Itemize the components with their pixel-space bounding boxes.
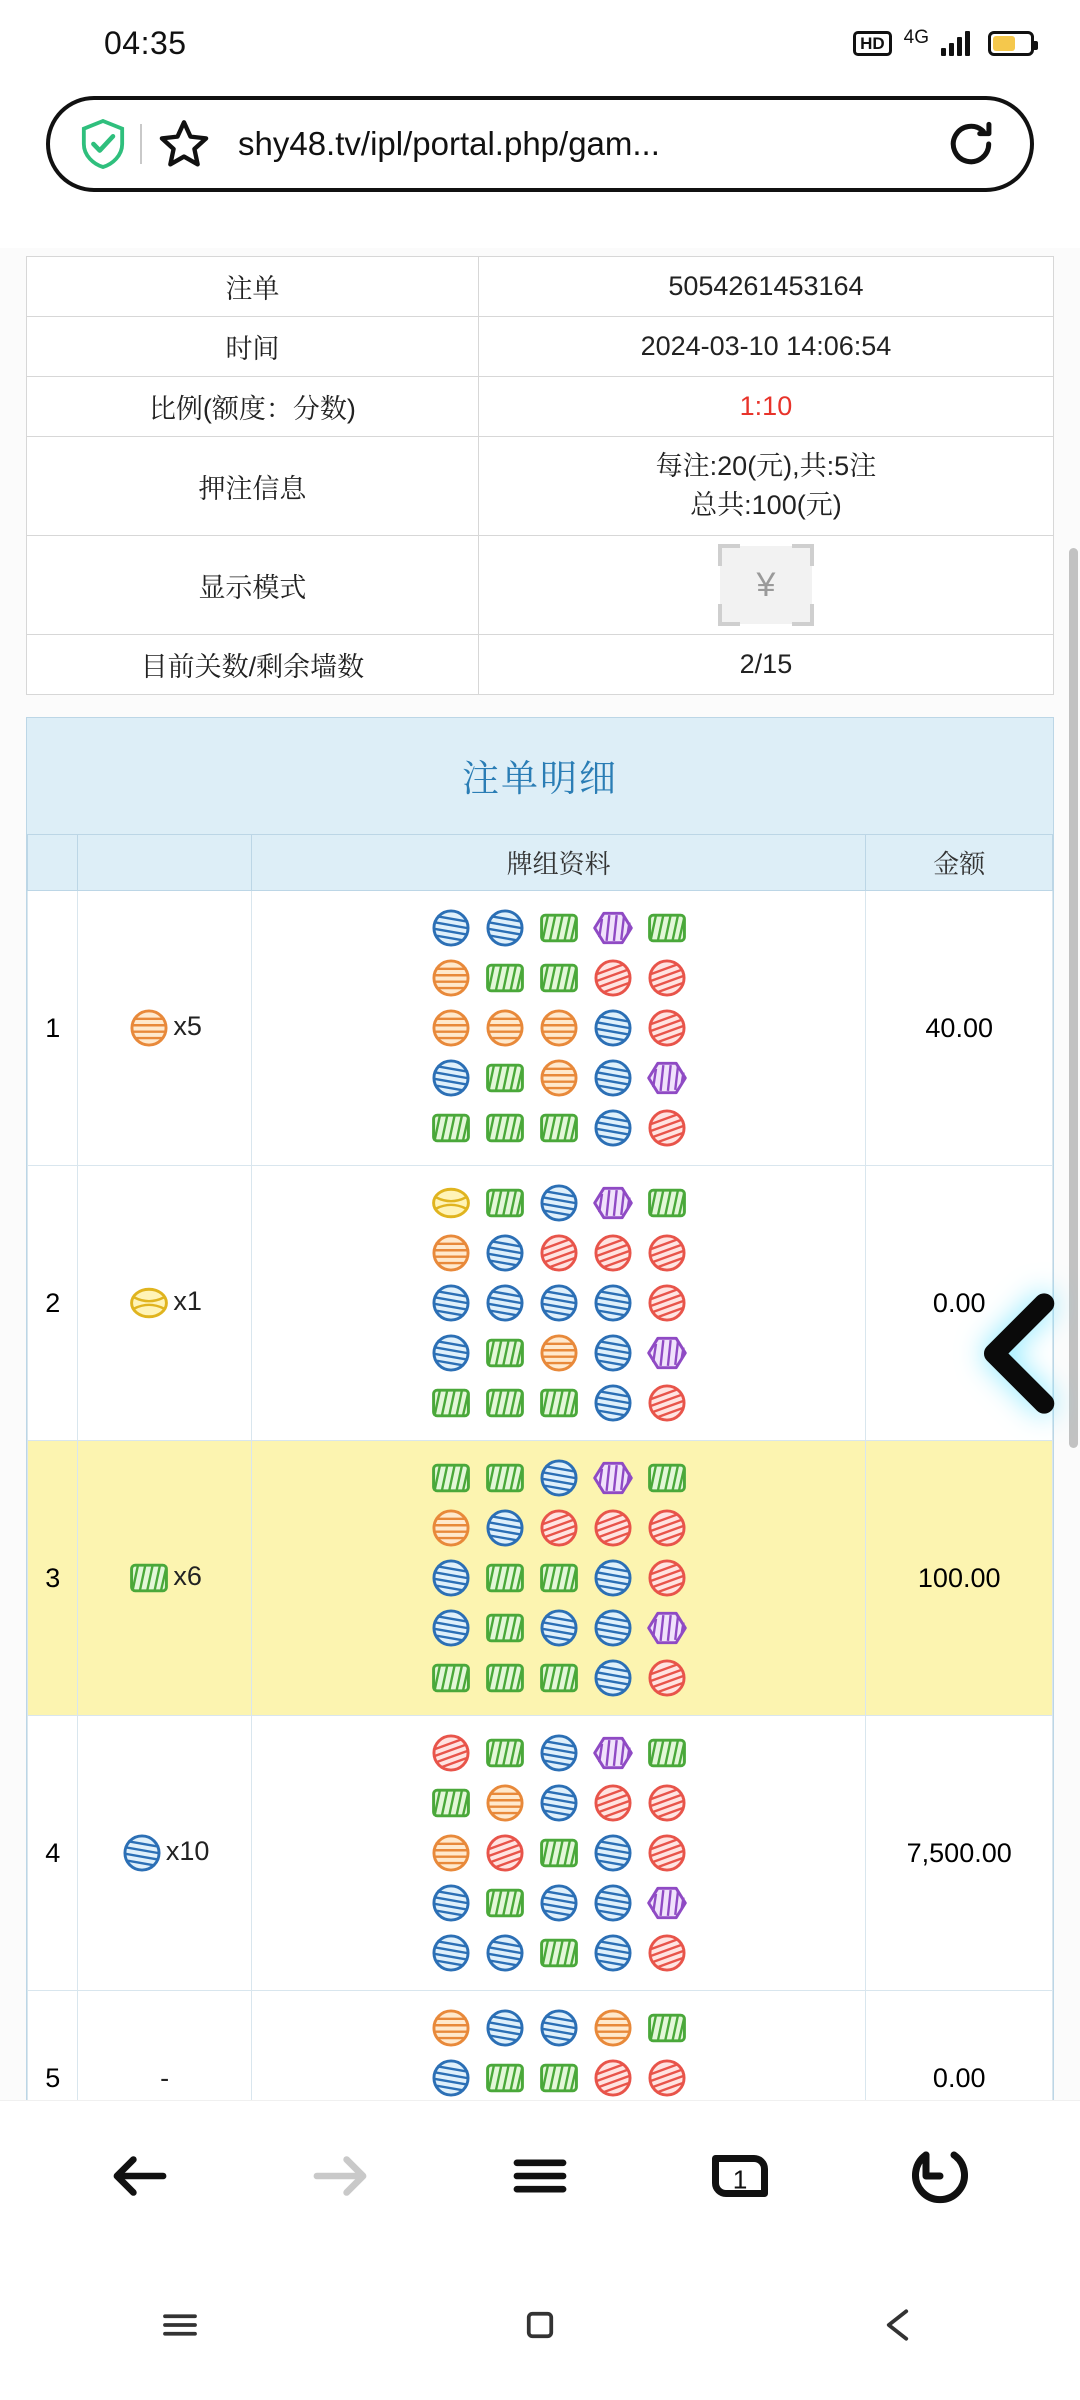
hd-icon: HD [853, 31, 892, 56]
card-row [429, 1281, 689, 1325]
table-row[interactable] [28, 891, 1053, 1166]
info-value-bet [478, 437, 1053, 536]
card-row [429, 956, 689, 1000]
status-time: 04:35 [104, 24, 187, 61]
info-label-time: 时间 [27, 317, 479, 377]
card-row [429, 1181, 689, 1225]
row-amount: 0.00 [866, 1166, 1053, 1441]
card-row [429, 1381, 689, 1425]
table-row [27, 377, 1054, 437]
row-multiplier: - [78, 1991, 251, 2100]
card-row [429, 2006, 689, 2050]
url-text[interactable]: shy48.tv/ipl/portal.php/gam... [238, 125, 660, 162]
card-row [429, 1006, 689, 1050]
row-multiplier [78, 1441, 251, 1716]
row-card-grid [251, 1441, 866, 1716]
card-row [429, 1056, 689, 1100]
col-header-cards: 牌组资料 [251, 835, 866, 891]
webpage-viewport[interactable] [0, 248, 1080, 2100]
table-row [27, 635, 1054, 695]
info-value-levels: 2/15 [478, 635, 1053, 695]
row-amount: 40.00 [866, 891, 1053, 1166]
back-arrow-icon[interactable] [95, 2131, 185, 2221]
url-divider [140, 124, 142, 164]
row-amount: 7,500.00 [866, 1716, 1053, 1991]
home-square-icon[interactable] [500, 2285, 580, 2365]
table-row[interactable] [28, 1166, 1053, 1441]
col-header-index [28, 835, 78, 891]
svg-text:1: 1 [732, 2163, 748, 2194]
row-card-grid [251, 1991, 866, 2100]
table-row[interactable] [28, 1716, 1053, 1991]
bet-info-table [26, 256, 1054, 695]
row-index: 3 [28, 1441, 78, 1716]
row-multiplier [78, 1166, 251, 1441]
reload-icon[interactable] [946, 119, 996, 169]
signal-icon [941, 30, 970, 56]
info-value-ratio: 1:10 [478, 377, 1053, 437]
row-amount: 0.00 [866, 1991, 1053, 2100]
forward-arrow-icon [295, 2131, 385, 2221]
table-row[interactable] [28, 1441, 1053, 1716]
hamburger-menu-icon[interactable] [495, 2131, 585, 2221]
card-row [429, 1506, 689, 1550]
table-row [27, 317, 1054, 377]
android-navigation-bar [0, 2250, 1080, 2400]
row-card-grid [251, 1166, 866, 1441]
recents-icon[interactable] [140, 2285, 220, 2365]
card-row [429, 1106, 689, 1150]
home-icon[interactable] [895, 2131, 985, 2221]
info-value-display-mode [478, 536, 1053, 635]
url-bar-container [0, 86, 1080, 206]
card-row [429, 1606, 689, 1650]
row-card-grid [251, 891, 866, 1166]
bet-detail-panel [26, 717, 1054, 2100]
multiplier-label: x5 [173, 1011, 202, 1042]
col-header-amount: 金额 [866, 835, 1053, 891]
col-header-multiplier [78, 835, 251, 891]
info-label-bet: 押注信息 [27, 437, 479, 536]
multiplier-label: x6 [173, 1561, 202, 1592]
table-row[interactable] [28, 1991, 1053, 2100]
detail-panel-title: 注单明细 [27, 718, 1053, 834]
card-row [429, 1831, 689, 1875]
card-row [429, 1881, 689, 1925]
card-row [429, 2056, 689, 2100]
card-row [429, 1931, 689, 1975]
browser-bottom-bar [0, 2100, 1080, 2250]
table-header-row [28, 835, 1053, 891]
bet-per-unit: 每注:20(元),共:5注 [655, 451, 877, 481]
bet-total: 总共:100(元) [690, 490, 842, 521]
card-row [429, 1331, 689, 1375]
table-row [27, 257, 1054, 317]
info-value-time: 2024-03-10 14:06:54 [478, 317, 1053, 377]
row-index: 5 [28, 1991, 78, 2100]
row-index: 1 [28, 891, 78, 1166]
back-triangle-icon[interactable] [860, 2285, 940, 2365]
multiplier-label: x1 [173, 1286, 202, 1317]
multiplier-label: x10 [165, 1836, 210, 1867]
info-label-order: 注单 [27, 257, 479, 317]
network-type-label: 4G [903, 26, 929, 48]
card-row [429, 1556, 689, 1600]
card-row [429, 1456, 689, 1500]
card-row [429, 1731, 689, 1775]
info-value-order: 5054261453164 [478, 257, 1053, 317]
page-content [0, 248, 1080, 2100]
table-row [27, 437, 1054, 536]
tabs-icon[interactable] [695, 2131, 785, 2221]
card-row [429, 906, 689, 950]
shield-icon [80, 119, 126, 169]
status-bar [0, 0, 1080, 86]
vertical-scrollbar[interactable] [1069, 548, 1078, 1448]
table-row [27, 536, 1054, 635]
bet-detail-body [28, 891, 1053, 2100]
star-icon[interactable] [158, 118, 210, 170]
battery-icon [988, 31, 1034, 56]
yen-qr-icon [720, 546, 812, 624]
status-icons [853, 26, 1034, 56]
address-bar[interactable] [46, 96, 1034, 192]
row-index: 2 [28, 1166, 78, 1441]
yen-glyph: ¥ [756, 565, 776, 604]
row-multiplier [78, 891, 251, 1166]
row-card-grid [251, 1716, 866, 1991]
card-row [429, 1781, 689, 1825]
card-row [429, 1231, 689, 1275]
info-label-levels: 目前关数/剩余墙数 [27, 635, 479, 695]
info-label-ratio: 比例(额度：分数) [27, 377, 479, 437]
info-label-display-mode: 显示模式 [27, 536, 479, 635]
bet-detail-table [27, 834, 1053, 2100]
row-index: 4 [28, 1716, 78, 1991]
card-row [429, 1656, 689, 1700]
row-multiplier [78, 1716, 251, 1991]
row-amount: 100.00 [866, 1441, 1053, 1716]
